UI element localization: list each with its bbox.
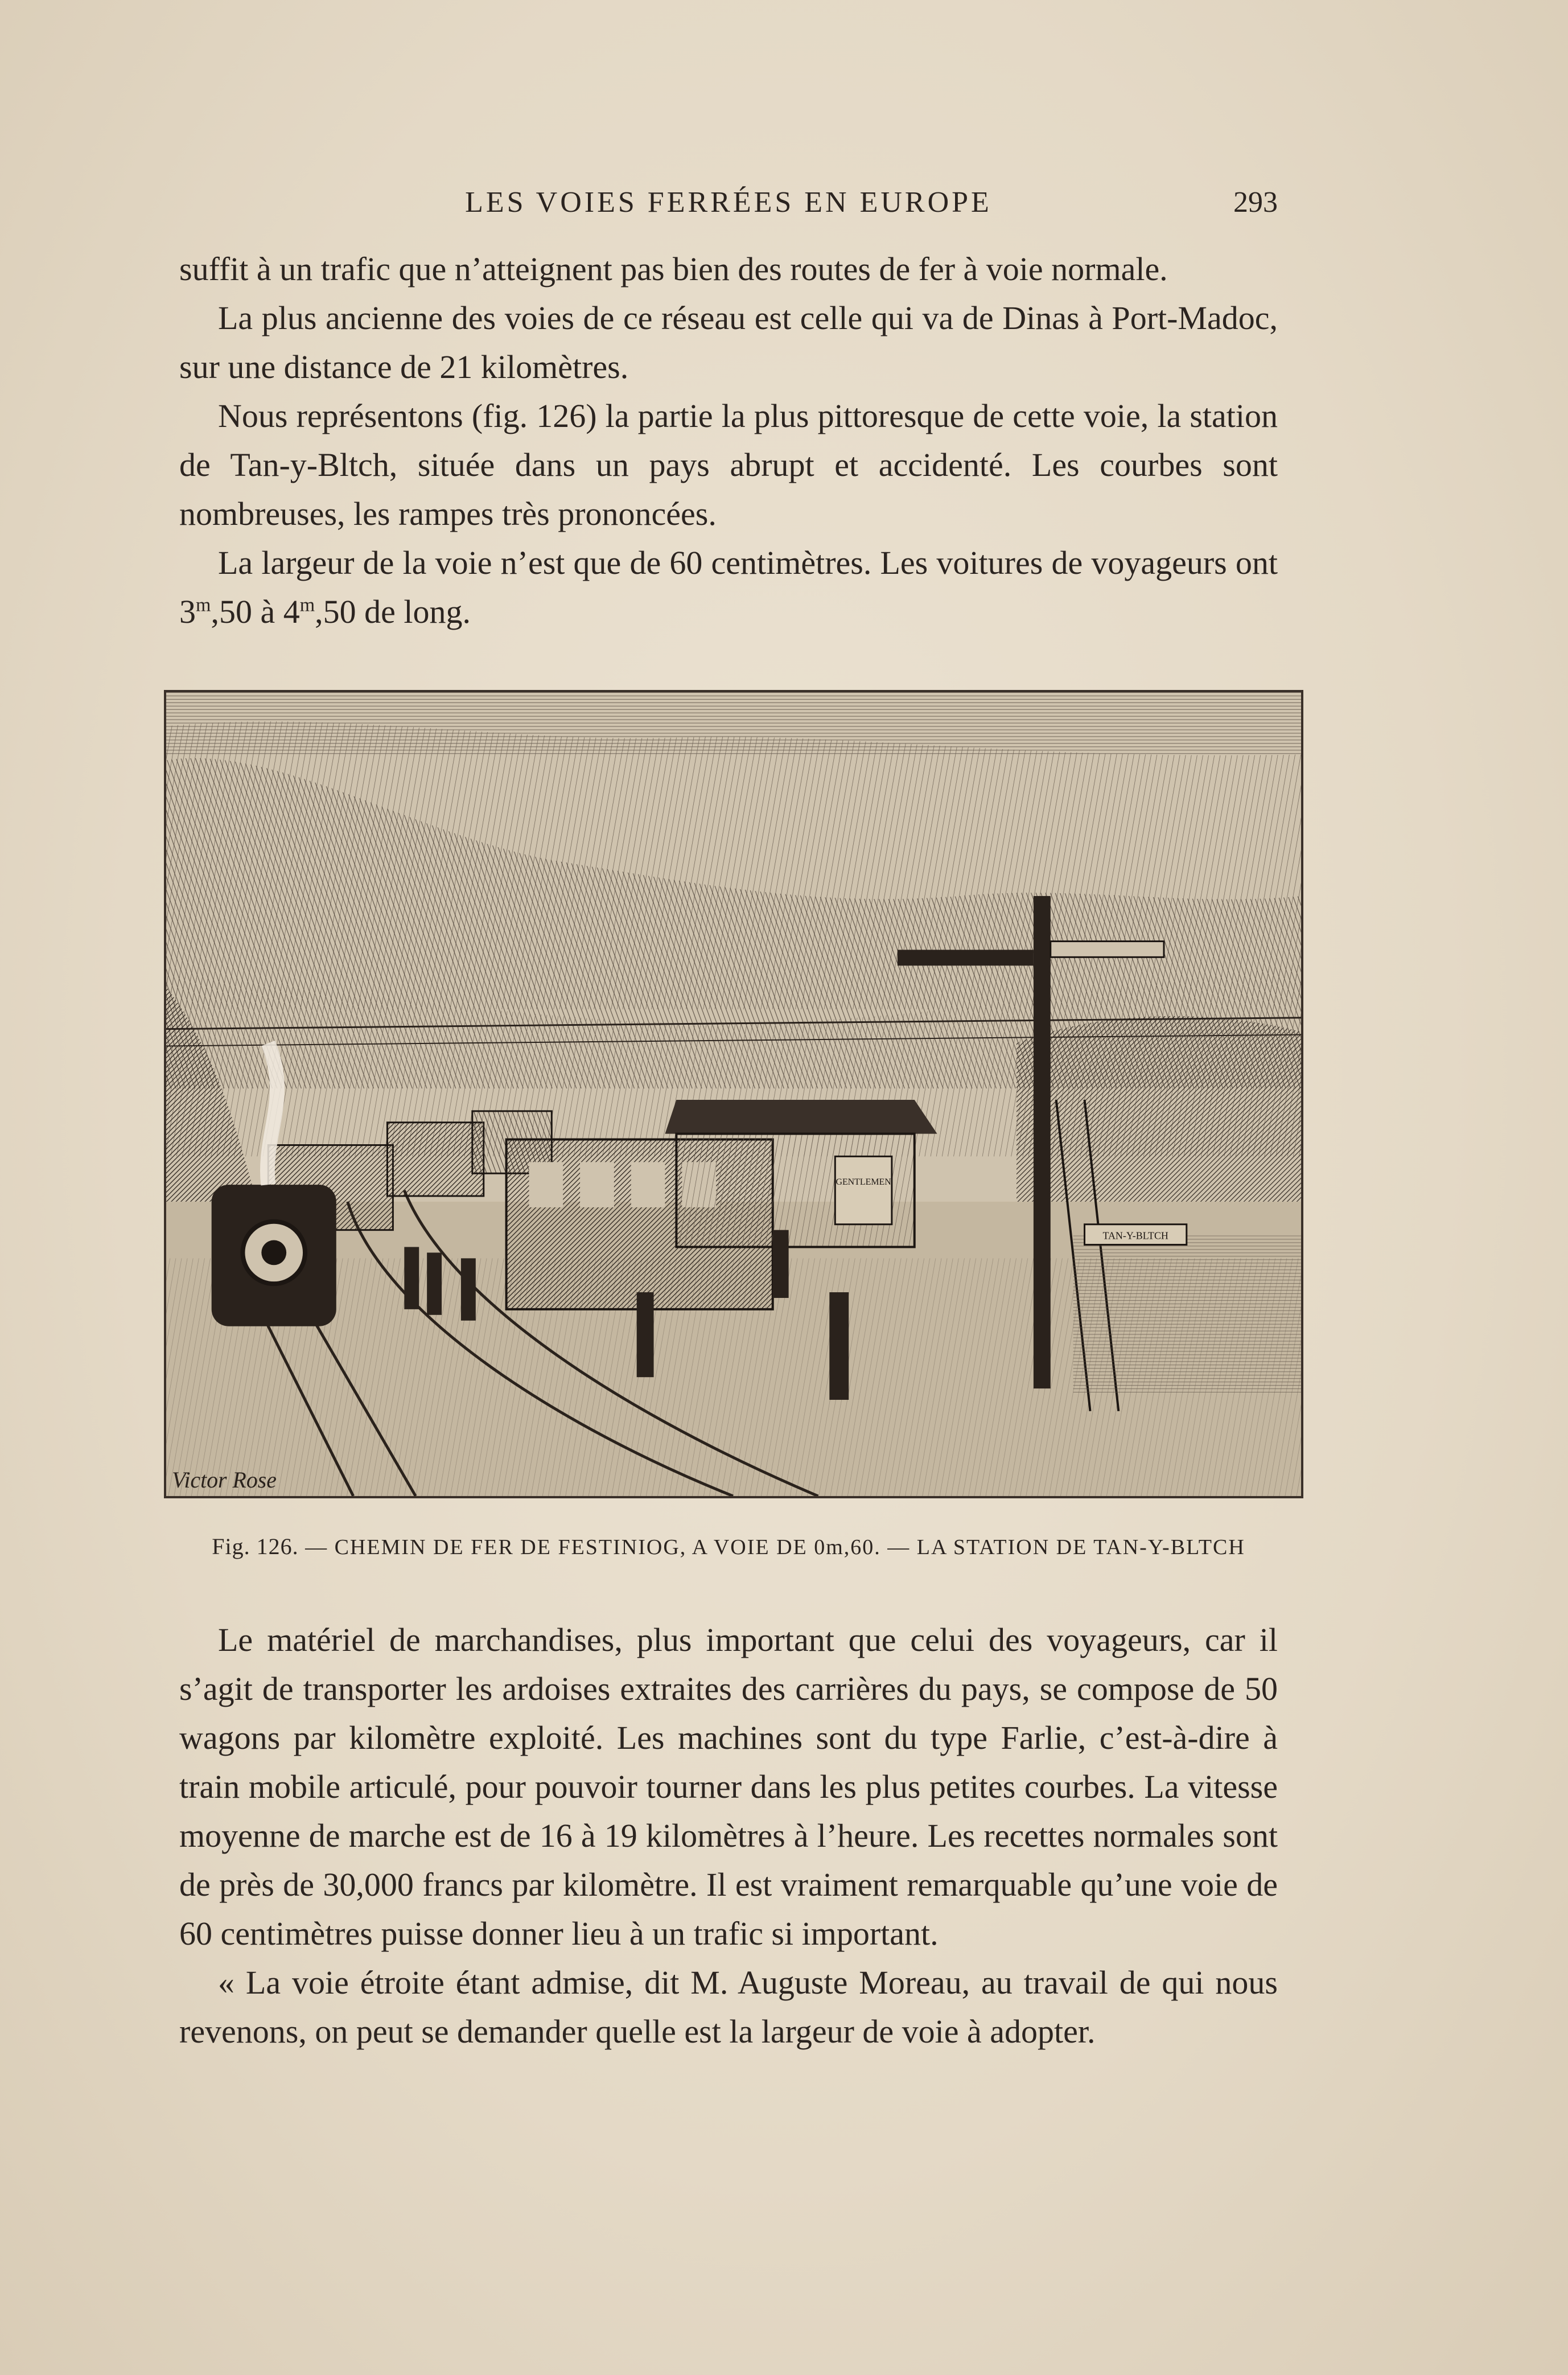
running-head: [179, 181, 1278, 227]
paragraph-dinas: La plus ancienne des voies de ce réseau est celle qui va de Dinas à Port-Madoc, sur une distance de 21 kilomètres.: [179, 299, 1278, 385]
gauge-text-middle: ,50 à 4: [211, 593, 300, 630]
station-fence: [1073, 1225, 1301, 1394]
figure-label: Fig. 126.: [212, 1534, 299, 1559]
paragraph-continued: suffit à un trafic que n’atteignent pas bien des routes de fer à voie normale.: [179, 250, 1168, 287]
page-number: 293: [1233, 186, 1278, 219]
text-block-bottom: [179, 1616, 1278, 2056]
gauge-text-before: La largeur de la voie n’est que de 60 centimètres. Les voitures de voyageurs ont 3: [179, 544, 1278, 630]
engraving-illustration: [164, 690, 1303, 1498]
figure-caption: [179, 1533, 1278, 1560]
gentlemen-sign: GENTLEMEN: [836, 1177, 891, 1188]
text-block-top: [179, 245, 1278, 636]
engraver-signature: Victor Rose: [171, 1468, 277, 1493]
engraving-svg: [166, 692, 1301, 1496]
unit-superscript: m: [299, 594, 315, 616]
paragraph-quotation: « La voie étroite étant admise, dit M. Auguste Moreau, au travail de qui nous revenons, on peut se demander quelle est la largeur de voie à adopter.: [179, 1964, 1278, 2050]
running-title: LES VOIES FERRÉES EN EUROPE: [465, 186, 992, 219]
unit-superscript: m: [196, 594, 211, 616]
paragraph-gauge: [179, 539, 1278, 636]
station-name-sign: TAN-Y-BLTCH: [1102, 1230, 1168, 1242]
paragraph-goods-rolling-stock: Le matériel de marchandises, plus important que celui des voyageurs, car il s’agit de transporter les ardoises extraites des carrières du pays, se compose de 50 wagons par kilomètre exploité. Les machines sont du type Farlie, c’est-à-dire à train mobile articulé, pour pouvoir tourner dans les plus petites courbes. La vitesse moyenne de marche est de 16 à 19 kilomètres à l’heure. Les recettes normales sont de près de 30,000 francs par kilomètre. Il est vraiment remarquable qu’une voie de 60 centimètres puisse donner lieu à un trafic si important.: [179, 1621, 1278, 1952]
station-building: [665, 1100, 937, 1247]
paragraph-tan-y-bltch: Nous représentons (fig. 126) la partie la plus pittoresque de cette voie, la station de Tan-y-Bltch, située dans un pays abrupt et accidenté. Les courbes sont nombreuses, les rampes très prononcées.: [179, 397, 1278, 532]
figure-caption-text: — CHEMIN DE FER DE FESTINIOG, A VOIE DE 0m,60. — LA STATION DE TAN-Y-BLTCH: [305, 1535, 1245, 1559]
gauge-text-after: ,50 de long.: [315, 593, 471, 630]
